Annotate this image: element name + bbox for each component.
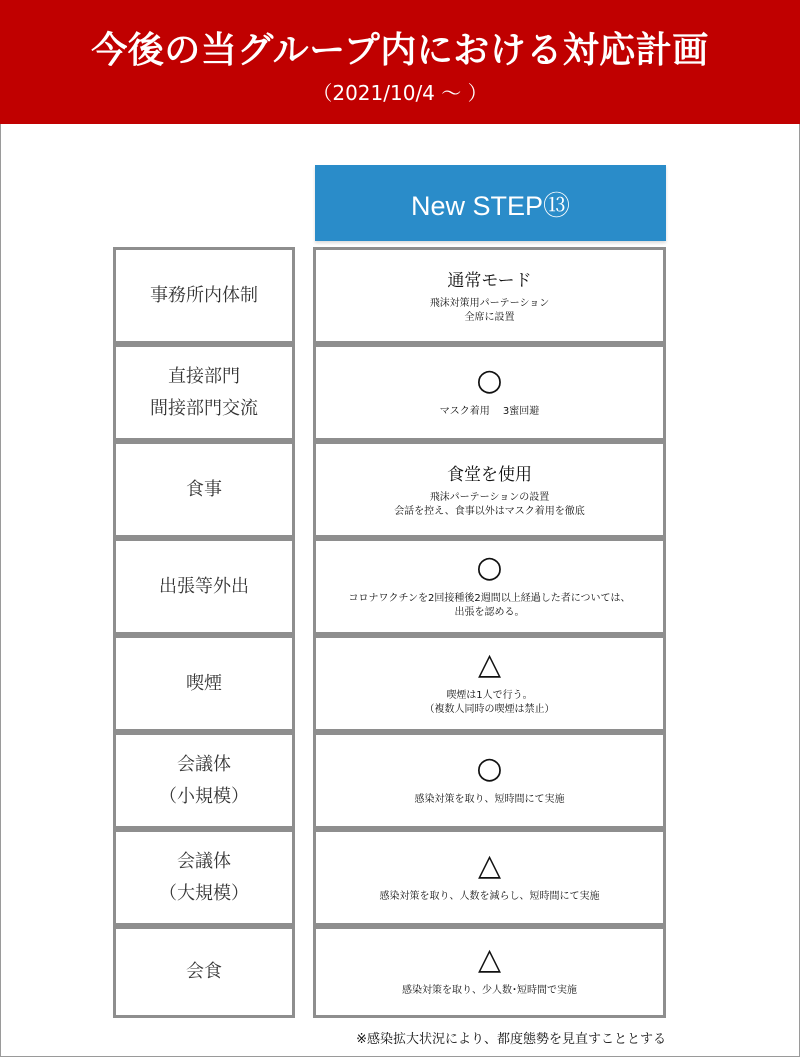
row-label-office [113,247,295,344]
row-label-line: 会食 [186,961,222,983]
row-label-line: （大規模） [159,882,249,904]
row-label-line: 直接部門 [168,366,240,387]
page-subtitle: （2021/10/4 ～ ） [312,81,488,105]
row-note: 全席に設置 [464,312,515,323]
row-label-line: 間接部門交流 [150,397,258,419]
row-note: 感染対策を取り、人数を減らし、短時間にて実施 [379,890,600,902]
triangle-icon: △ [477,646,502,682]
row-content-smoking [313,635,666,732]
circle-icon: ○ [476,549,503,585]
row-content-office [313,247,666,344]
row-label-department [113,344,295,441]
row-label-line: 会議体 [177,754,231,775]
step-header: New STEP⑬ [315,165,666,241]
row-note: 感染対策を取り、少人数･短時間で実施 [402,985,577,997]
row-content-meal [313,441,666,538]
row-label-line: 食事 [186,478,222,500]
circle-icon: ○ [476,362,503,398]
circle-icon: ○ [476,750,503,786]
row-note: マスク着用 3蜜回避 [439,405,540,417]
row-note: コロナワクチンを2回接種後2週間以上経過した者については、 [348,592,631,604]
page-header [0,0,800,124]
row-content-meeting-small [313,732,666,829]
page-title: 今後の当グループ内における対応計画 [91,30,709,71]
row-label-line: 会議体 [177,851,231,872]
row-note: 飛沫パーテーションの設置 [429,491,550,503]
row-label-business-trip [113,538,295,635]
row-note: 飛沫対策用パーテーション [429,297,550,309]
row-content-dining [313,926,666,1018]
row-mode: 食堂を使用 [447,464,532,485]
row-label-meeting-large [113,829,295,926]
row-label-meal [113,441,295,538]
footer-note: ※感染拡大状況により、都度態勢を見直すこととする [356,1032,666,1047]
row-content-business-trip [313,538,666,635]
row-mode: 通常モード [447,270,532,291]
row-content-department [313,344,666,441]
row-note: 会話を控え、食事以外はマスク着用を徹底 [394,506,585,517]
row-note: 出張を認める。 [454,607,525,618]
row-label-line: 事務所内体制 [150,284,258,306]
row-note: 感染対策を取り、短時間にて実施 [414,793,565,805]
triangle-icon: △ [477,847,502,883]
row-label-line: （小規模） [159,785,249,807]
row-note: 喫煙は1人で行う。 [446,689,533,701]
row-label-dining [113,926,295,1018]
row-note: （複数人同時の喫煙は禁止） [424,704,555,715]
row-content-meeting-large [313,829,666,926]
row-label-meeting-small [113,732,295,829]
row-label-smoking [113,635,295,732]
triangle-icon: △ [477,942,502,978]
row-label-line: 出張等外出 [159,575,249,597]
row-label-line: 喫煙 [186,672,222,694]
